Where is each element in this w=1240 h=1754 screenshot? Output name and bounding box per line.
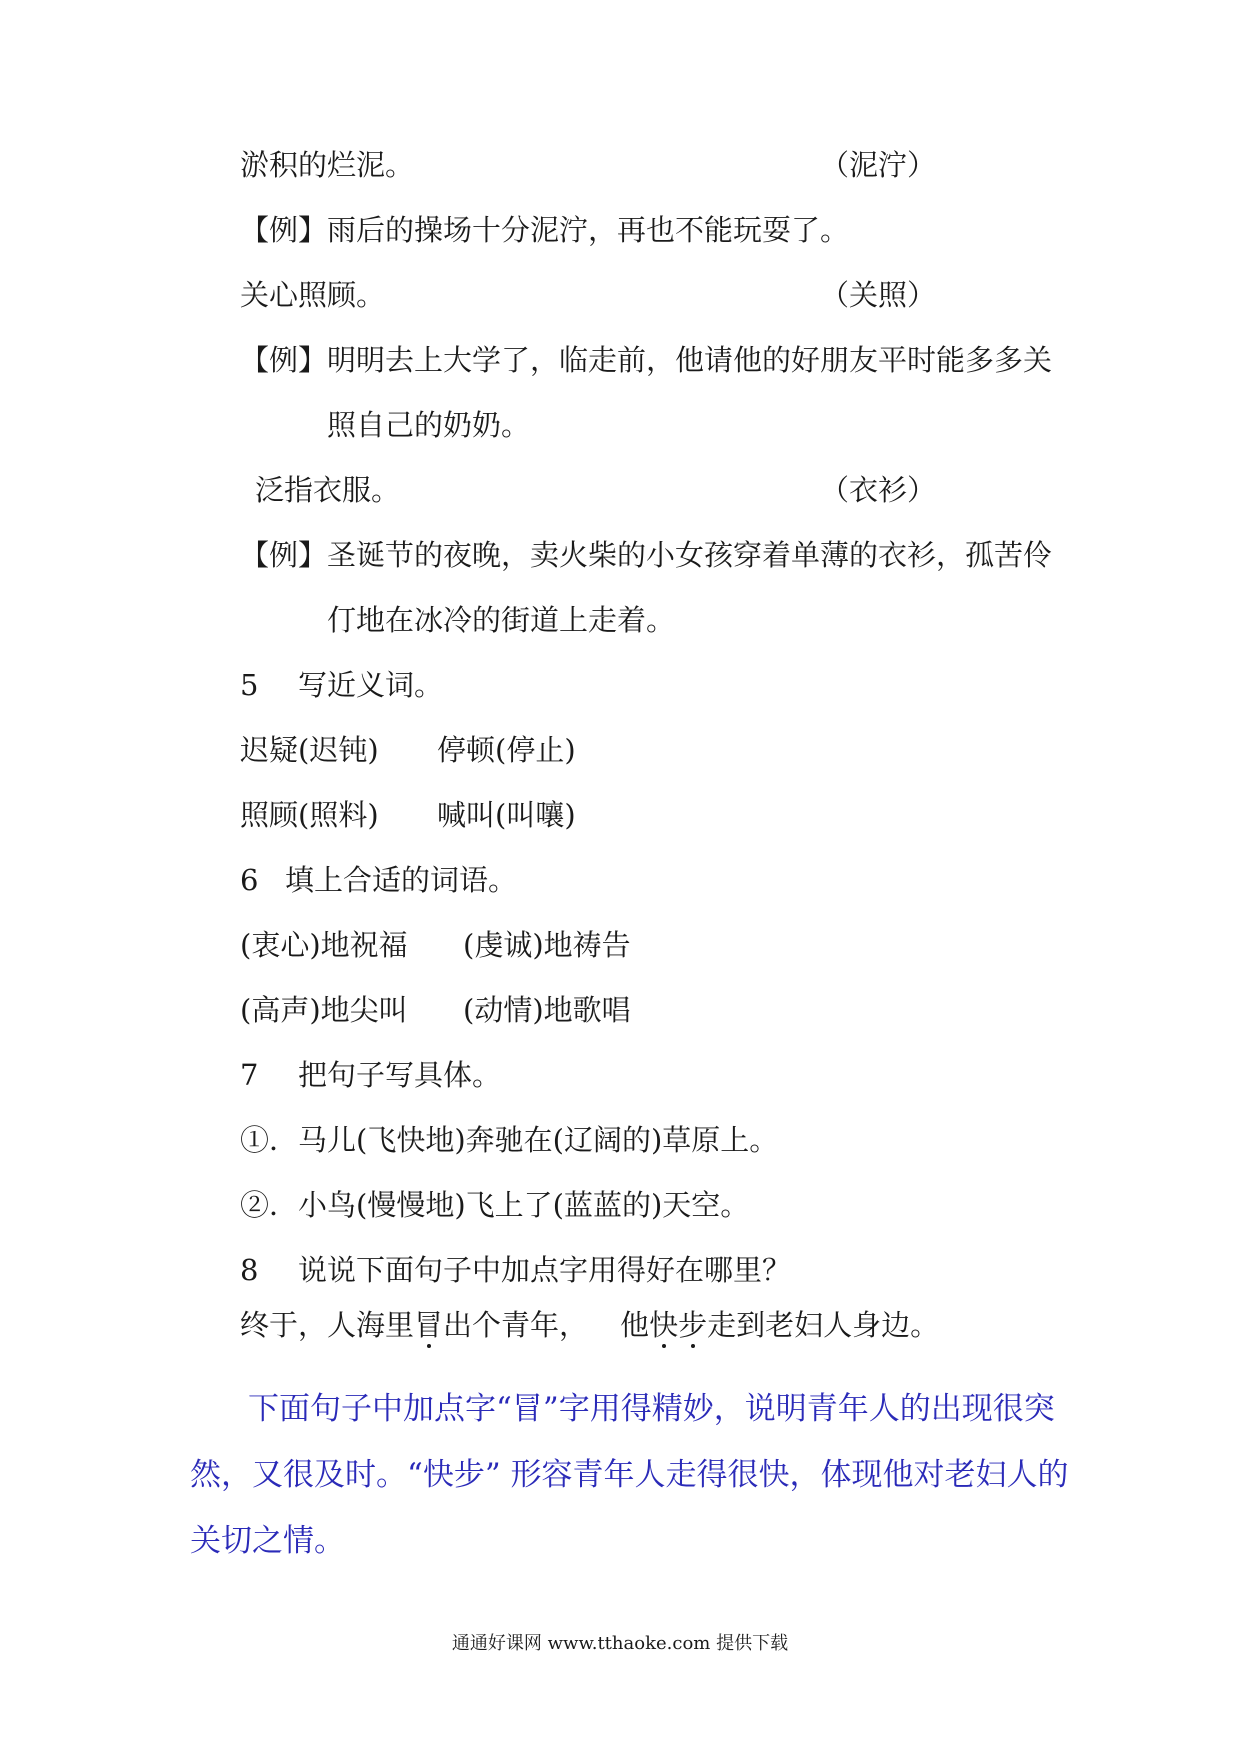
example-tag: 【例】 [240,213,328,247]
example-tag: 【例】 [240,343,328,377]
synonym-item: 停顿(停止) [437,733,576,767]
question-number: 8 [240,1253,259,1287]
question-title: 写近义词。 [298,668,444,702]
entry-meaning: 淤积的烂泥。 [240,148,415,182]
entry-meaning: 泛指衣服。 [255,473,401,507]
expanded-sentence: ①．马儿(飞快地)奔驰在(辽阔的)草原上。 [240,1123,779,1157]
answer-text: 下面句子中加点字“冒”字用得精妙，说明青年人的出现很突然，又很及时。“快步” 形容青年人走得很快，体现他对老妇人的关切之情。 [190,1391,1069,1559]
question-5-heading [240,665,443,705]
expanded-sentence: ②．小鸟(慢慢地)飞上了(蓝蓝的)天空。 [240,1188,750,1222]
question-title: 说说下面句子中加点字用得好在哪里？ [298,1253,792,1287]
synonym-item: 照顾(照料) [240,798,379,832]
synonym-item: 喊叫(叫嚷) [437,798,576,832]
fill-item: (衷心)地祝福 [240,928,408,962]
dotted-char: 冒 [414,1308,444,1342]
footer-credit: 通通好课网 www.tthaoke.com 提供下载 [451,1633,789,1654]
entry-word: （关照） [820,278,937,312]
question-number: 7 [240,1058,259,1092]
answer-paragraph [190,1376,1070,1574]
example-line: 明明去上大学了，临走前，他请他的好朋友平时能多多关 [327,343,1053,377]
question-title: 填上合适的词语。 [285,863,518,897]
question-8-heading [240,1250,791,1290]
quoted-sentence [240,1305,939,1345]
sentence-part: 走到老妇人身边。 [707,1308,940,1342]
example-line: 雨后的操场十分泥泞，再也不能玩耍了。 [327,213,850,247]
dotted-char: 快 [649,1308,679,1342]
question-7-heading [240,1055,501,1095]
example-line: 仃地在冰冷的街道上走着。 [327,603,676,637]
sentence-part: 终于，人海里 [240,1308,415,1342]
dotted-char: 步 [678,1308,708,1342]
entry-word: （衣衫） [820,473,937,507]
entry-meaning: 关心照顾。 [240,278,386,312]
example-line: 照自己的奶奶。 [327,408,531,442]
example-tag: 【例】 [240,538,328,572]
fill-item: (虔诚)地祷告 [463,928,631,962]
synonym-item: 迟疑(迟钝) [240,733,379,767]
sentence-part: 他 [620,1308,650,1342]
fill-item: (高声)地尖叫 [240,993,408,1027]
question-6-heading [240,860,517,900]
entry-word: （泥泞） [820,148,937,182]
question-number: 5 [240,668,259,702]
question-number: 6 [240,863,259,897]
example-line: 圣诞节的夜晚，卖火柴的小女孩穿着单薄的衣衫，孤苦伶 [327,538,1053,572]
fill-item: (动情)地歌唱 [463,993,631,1027]
question-title: 把句子写具体。 [298,1058,502,1092]
sentence-part: 出个青年， [443,1308,589,1342]
